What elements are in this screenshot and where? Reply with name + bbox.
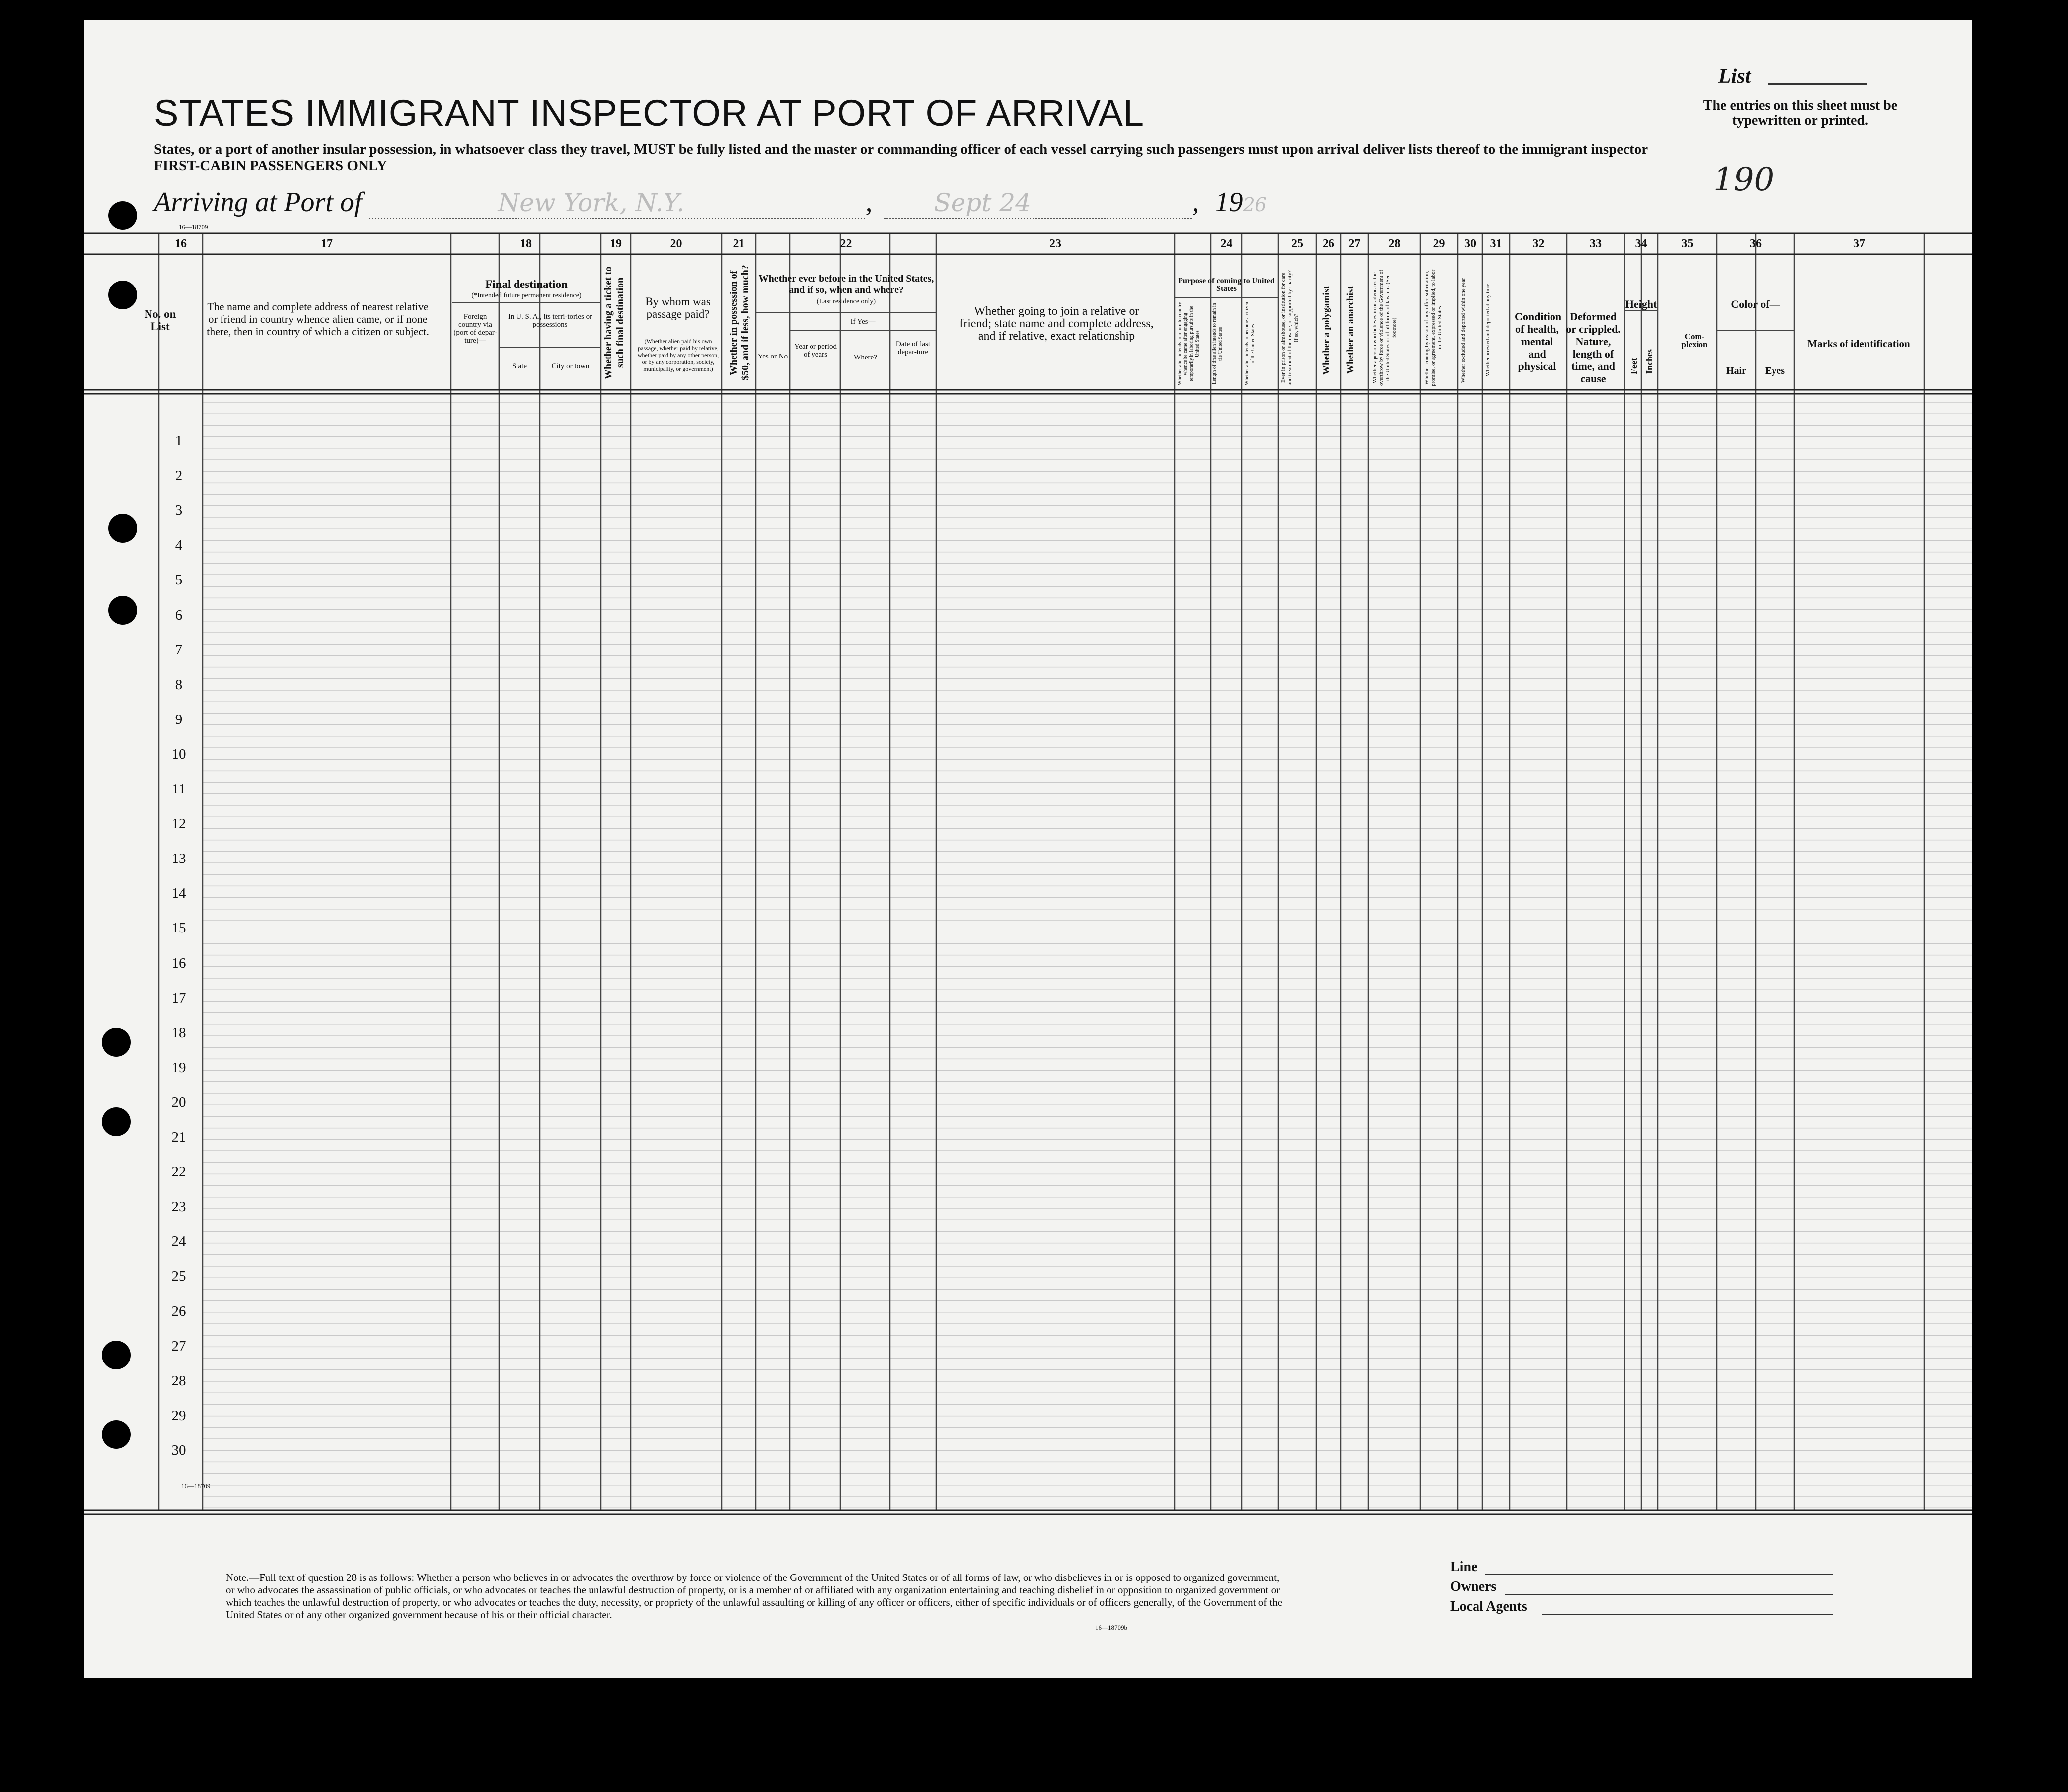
row-number: 3 — [175, 502, 183, 519]
header-date-departure: Date of last depar-ture — [895, 340, 931, 356]
header-purpose: Purpose of coming to United States — [1178, 277, 1275, 293]
year-handwritten: 26 — [1243, 194, 1267, 215]
header-ticket: Whether having a ticket to such final destination — [603, 266, 626, 379]
header-city: City or town — [551, 362, 590, 370]
header-join-relative: Whether going to join a relative or friend; state name and complete address, and if relative, exact relationship — [960, 305, 1154, 343]
table-grid — [84, 20, 1972, 1678]
column-number: 29 — [1433, 237, 1445, 250]
header-q30: Whether excluded and deported within one year — [1460, 278, 1466, 383]
row-number: 20 — [171, 1094, 186, 1110]
row-number: 16 — [171, 955, 186, 971]
row-number: 29 — [171, 1407, 186, 1424]
footer-code: 16—18709b — [1095, 1624, 1127, 1631]
form-code-bottom: 16—18709 — [181, 1482, 211, 1490]
column-number: 36 — [1750, 237, 1762, 250]
column-number: 18 — [520, 237, 532, 250]
entries-note: The entries on this sheet must be typewritten or printed. — [1703, 98, 1898, 128]
port-handwritten: New York, N.Y. — [498, 188, 685, 217]
owners-label: Owners — [1450, 1579, 1497, 1594]
column-number: 23 — [1049, 237, 1061, 250]
column-number: 24 — [1220, 237, 1233, 250]
column-number: 37 — [1853, 237, 1865, 250]
row-number: 24 — [171, 1233, 186, 1250]
header-height: Height — [1625, 298, 1657, 310]
arriving-label: Arriving at Port of — [154, 187, 362, 217]
header-if-yes: If Yes— — [850, 318, 876, 326]
row-number: 10 — [171, 746, 186, 762]
row-number: 30 — [171, 1442, 186, 1458]
column-number: 34 — [1635, 237, 1647, 250]
arriving-line: Arriving at Port of New York, N.Y. , Sept 24 , 1926 — [154, 186, 1267, 219]
header-feet: Feet — [1629, 358, 1639, 374]
header-state: State — [512, 362, 527, 370]
line-underline — [1485, 1574, 1833, 1575]
header-final-destination-note: (*Intended future permanent residence) — [471, 292, 582, 299]
header-passage-paid-note: (Whether alien paid his own passage, whether paid by relative, whether paid by any other person, or by any corporation, society, municipality, or government) — [637, 338, 719, 372]
column-number: 35 — [1681, 237, 1694, 250]
header-prison: Ever in prison or almshouse, or institution for care and treatment of the insane, or supported by charity? If so, which? — [1280, 270, 1299, 385]
row-number: 27 — [171, 1338, 186, 1354]
punch-hole — [102, 1341, 131, 1369]
header-deformed: Deformed or crippled. Nature, length of time, and cause — [1566, 310, 1621, 385]
column-number: 32 — [1532, 237, 1545, 250]
punch-hole — [108, 514, 137, 543]
row-number: 28 — [171, 1372, 186, 1389]
row-number: 22 — [171, 1164, 186, 1180]
row-number: 1 — [175, 433, 183, 449]
column-number: 19 — [610, 237, 622, 250]
punch-hole — [102, 1028, 131, 1057]
sheet-number: 190 — [1713, 161, 1774, 198]
punch-hole — [108, 596, 137, 625]
column-number: 25 — [1291, 237, 1303, 250]
list-label: List — [1718, 65, 1751, 88]
header-ever-before-note: (Last residence only) — [816, 298, 876, 305]
column-number: 28 — [1388, 237, 1401, 250]
header-eyes: Eyes — [1765, 365, 1785, 376]
header-anarchist: Whether an anarchist — [1345, 286, 1356, 374]
passenger-class: FIRST-CABIN PASSENGERS ONLY — [154, 158, 387, 174]
header-purpose-c: Whether alien intends to become a citizen of the United States — [1244, 302, 1256, 386]
row-number: 14 — [171, 885, 186, 902]
date-handwritten: Sept 24 — [934, 188, 1031, 217]
form-code-top: 16—18709 — [179, 223, 208, 231]
header-no-on-list: No. on List — [144, 308, 176, 333]
header-q31: Whether arrested and deported at any time — [1485, 284, 1491, 377]
header-final-destination: Final destination — [485, 278, 568, 290]
punch-hole — [102, 1420, 131, 1449]
footnote-q28: Note.—Full text of question 28 is as follows: Whether a person who believes in or advocates the overthrow by force or violence of the Government of the United States or of all forms of law, or who disbelieves in or is opposed to organized government, or who advocates the assassination of public officials, or who advocates or teaches the unlawful destruction of property, or is a member of or affiliated with any organization entertaining and teaching disbelief in or opposition to organized government or which teaches the unlawful destruction of property, or who advocates or teaches the duty, necessity, or propriety of the unlawful assaulting or killing of any officer or officers, either of specific individuals or of officers generally, of the Government of the United States or of any other organized government because of his or their official character. — [226, 1572, 1283, 1621]
row-number: 4 — [175, 537, 183, 554]
row-number: 12 — [171, 816, 186, 832]
row-number: 26 — [171, 1303, 186, 1319]
column-number: 17 — [321, 237, 333, 250]
header-foreign-country: Foreign country via (port of depar-ture)— — [453, 313, 497, 345]
punch-hole — [102, 1107, 131, 1136]
row-number: 15 — [171, 920, 186, 936]
punch-hole — [108, 201, 137, 230]
column-number: 16 — [175, 237, 187, 250]
manifest-sheet — [84, 20, 1972, 1678]
header-hair: Hair — [1726, 365, 1746, 376]
row-number: 23 — [171, 1199, 186, 1215]
row-number: 6 — [175, 607, 183, 623]
column-number: 21 — [733, 237, 745, 250]
header-color-of: Color of— — [1731, 298, 1780, 310]
line-label: Line — [1450, 1559, 1477, 1575]
local-agents-label: Local Agents — [1450, 1599, 1527, 1614]
column-number: 27 — [1348, 237, 1361, 250]
row-number: 7 — [175, 642, 183, 658]
row-number: 13 — [171, 851, 186, 867]
header-polygamist: Whether a polygamist — [1321, 286, 1331, 375]
header-yes-no: Yes or No — [757, 353, 788, 360]
row-number: 18 — [171, 1024, 186, 1041]
owners-underline — [1505, 1594, 1833, 1595]
column-number: 20 — [670, 237, 682, 250]
header-purpose-a: Whether alien intends to return to country whence he came after engaging temporarily in laboring pursuits in the United States — [1177, 302, 1200, 386]
header-possession-50: Whether in possession of $50, and if less, how much? — [728, 265, 751, 381]
row-number: 5 — [175, 572, 183, 588]
row-number: 9 — [175, 711, 183, 727]
header-purpose-b: Length of time alien intends to remain in the United States — [1212, 303, 1223, 385]
header-health: Condition of health, mental and physical — [1515, 310, 1562, 372]
header-nearest-relative: The name and complete address of nearest relative or friend in country whence alien came, or if none there, then in country of which a citizen or subject. — [207, 300, 429, 338]
row-number: 25 — [171, 1268, 186, 1285]
row-number: 11 — [172, 781, 186, 797]
column-number: 26 — [1323, 237, 1334, 250]
row-number: 8 — [175, 676, 183, 693]
form-title: STATES IMMIGRANT INSPECTOR AT PORT OF ARRIVAL — [154, 92, 1145, 134]
header-marks: Marks of identification — [1807, 338, 1910, 350]
column-number: 30 — [1464, 237, 1476, 250]
column-number: 31 — [1490, 237, 1502, 250]
header-inches: Inches — [1644, 349, 1654, 374]
row-number: 2 — [175, 468, 183, 484]
header-q28: Whether a person who believes in or advocates the overthrow by force or violence of the Government of the United States or of all forms of law, etc. (See footnote) — [1372, 270, 1397, 386]
row-number: 19 — [171, 1059, 186, 1075]
punch-hole — [108, 281, 137, 309]
header-passage-paid: By whom was passage paid? — [645, 295, 711, 320]
row-number: 21 — [171, 1129, 186, 1145]
agents-underline — [1542, 1614, 1833, 1615]
column-number: 33 — [1590, 237, 1602, 250]
year-prefix: 19 — [1215, 187, 1243, 217]
row-number: 17 — [171, 990, 186, 1006]
header-complexion: Com-plexion — [1681, 332, 1708, 349]
instructions-text: States, or a port of another insular possession, in whatsoever class they travel, MUST be fully listed and the master or commanding officer of each vessel carrying such passengers must upon arrival deliver lists thereof to the immigrant inspector — [154, 142, 1648, 157]
header-year-period: Year or period of years — [794, 343, 837, 358]
header-where: Where? — [854, 354, 877, 361]
column-number: 22 — [840, 237, 852, 250]
header-in-usa: In U. S. A., its terri-tories or possessions — [508, 313, 592, 329]
header-q29: Whether coming by reason of any offer, solicitation, promise, or agreement, expressed or implied, to labor in the United States — [1424, 269, 1443, 386]
header-ever-before: Whether ever before in the United States, and if so, when and where? — [758, 273, 934, 295]
